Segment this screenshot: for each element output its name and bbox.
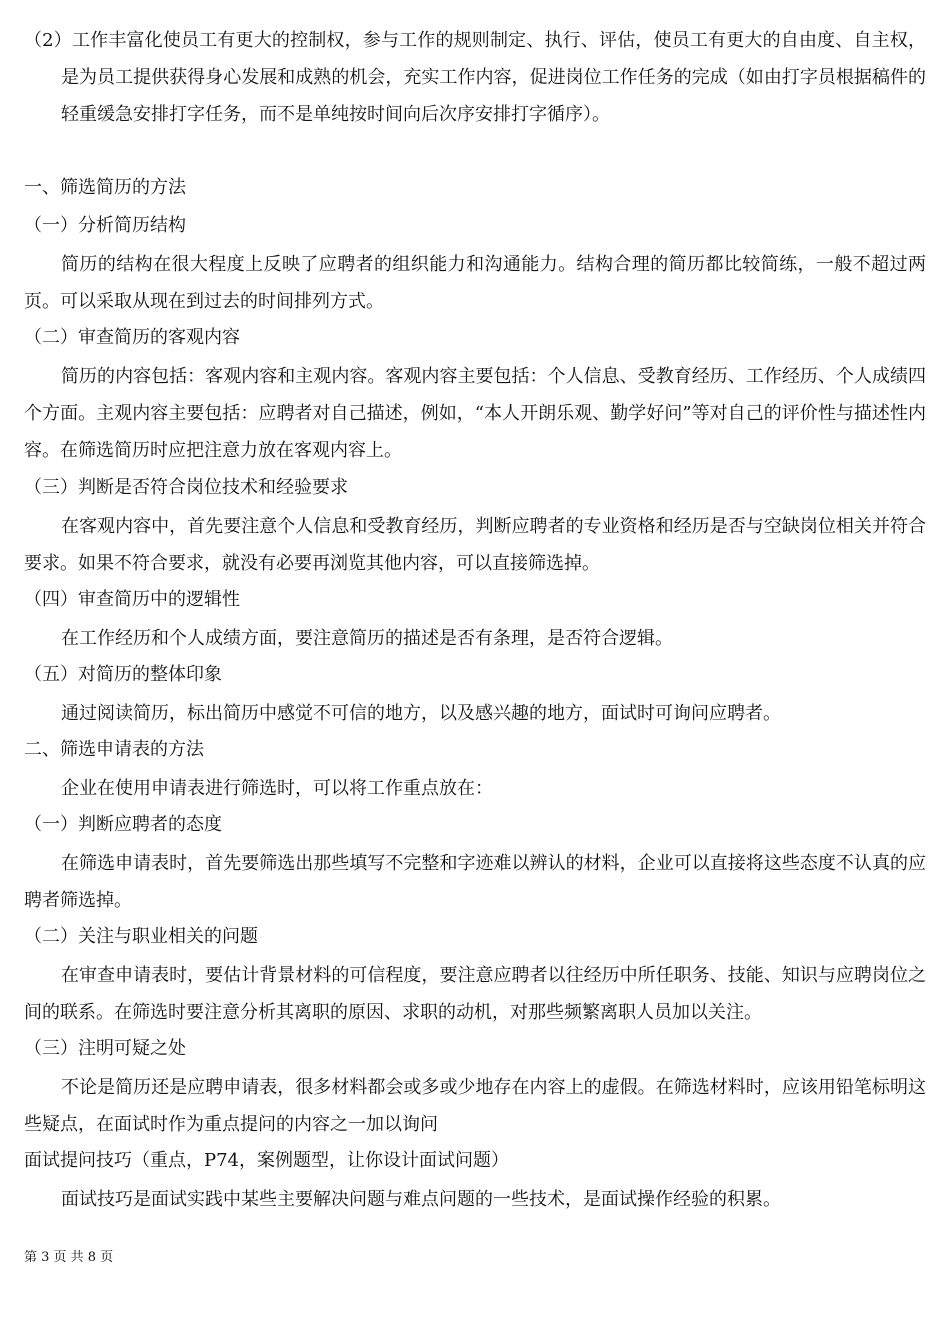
- section-1-1-paragraph: 简历的结构在很大程度上反映了应聘者的组织能力和沟通能力。结构合理的简历都比较简练，一般不超过两页。可以采取从现在到过去的时间排列方式。: [24, 254, 926, 312]
- section-1-4-paragraph: 在工作经历和个人成绩方面，要注意简历的描述是否有条理，是否符合逻辑。: [61, 628, 673, 649]
- section-1-2-paragraph: 简历的内容包括：客观内容和主观内容。客观内容主要包括：个人信息、受教育经历、工作经历、个人成绩四个方面。主观内容主要包括：应聘者对自己描述，例如，“本人开朗乐观、勤学好问”等对自己的评价性与描述性内容。在筛选简历时应把注意力放在客观内容上。: [24, 366, 926, 461]
- page-number-footer: 第 3 页 共 8 页: [24, 1250, 114, 1265]
- section-1-3-paragraph: 在客观内容中，首先要注意个人信息和受教育经历，判断应聘者的专业资格和经历是否与空缺岗位相关并符合要求。如果不符合要求，就没有必要再浏览其他内容，可以直接筛选掉。: [24, 516, 926, 574]
- section-2-heading: 二、筛选申请表的方法: [24, 739, 204, 760]
- section-1-1-heading: （一）分析简历结构: [24, 215, 186, 236]
- section-1-3-heading: （三）判断是否符合岗位技术和经验要求: [24, 477, 348, 498]
- section-2-3-paragraph: 不论是简历还是应聘申请表，很多材料都会或多或少地存在内容上的虚假。在筛选材料时，应该用铅笔标明这些疑点，在面试时作为重点提问的内容之一加以询问: [24, 1077, 926, 1135]
- section-2-2-paragraph: 在审查申请表时，要估计背景材料的可信程度，要注意应聘者以往经历中所任职务、技能、知识与应聘岗位之间的联系。在筛选时要注意分析其离职的原因、求职的动机，对那些频繁离职人员加以关注。: [24, 965, 926, 1023]
- section-2-intro: 企业在使用申请表进行筛选时，可以将工作重点放在：: [61, 778, 493, 799]
- interview-paragraph: 面试技巧是面试实践中某些主要解决问题与难点问题的一些技术，是面试操作经验的积累。: [61, 1189, 781, 1210]
- section-2-1-paragraph: 在筛选申请表时，首先要筛选出那些填写不完整和字迹难以辨认的材料，企业可以直接将这些态度不认真的应聘者筛选掉。: [24, 853, 926, 911]
- intro-item-2: （2）工作丰富化使员工有更大的控制权，参与工作的规则制定、执行、评估，使员工有更大的自由度、自主权，是为员工提供获得身心发展和成熟的机会，充实工作内容，促进岗位工作任务的完成（如由打字员根据稿件的轻重缓急安排打字任务，而不是单纯按时间向后次序安排打字循序）。: [24, 30, 926, 125]
- section-1-2-heading: （二）审查简历的客观内容: [24, 327, 240, 348]
- section-1-heading: 一、筛选简历的方法: [24, 177, 186, 198]
- interview-heading: 面试提问技巧（重点，P74，案例题型，让你设计面试问题）: [24, 1150, 510, 1171]
- section-1-5-paragraph: 通过阅读简历，标出简历中感觉不可信的地方，以及感兴趣的地方，面试时可询问应聘者。: [61, 703, 781, 724]
- section-1-5-heading: （五）对简历的整体印象: [24, 664, 222, 685]
- section-2-2-heading: （二）关注与职业相关的问题: [24, 926, 258, 947]
- section-2-1-heading: （一）判断应聘者的态度: [24, 814, 222, 835]
- section-2-3-heading: （三）注明可疑之处: [24, 1038, 186, 1059]
- section-1-4-heading: （四）审查简历中的逻辑性: [24, 589, 240, 610]
